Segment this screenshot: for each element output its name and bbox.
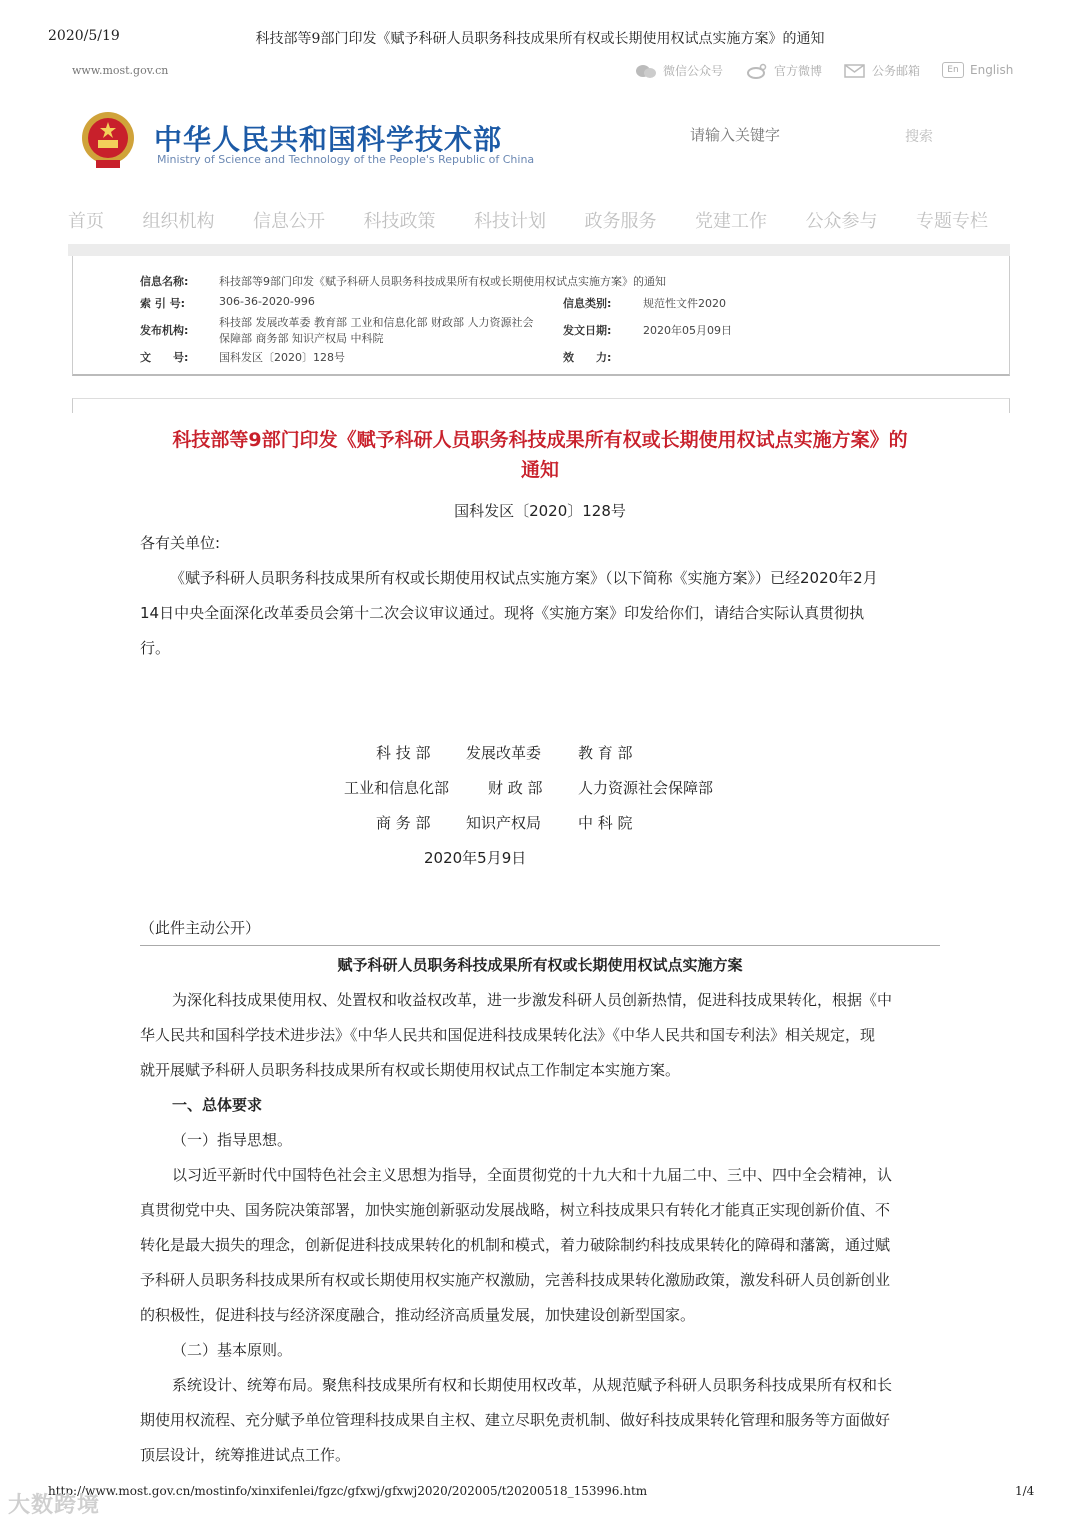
section-divider (140, 945, 940, 946)
site-url[interactable]: www.most.gov.cn (72, 64, 169, 77)
heading-guiding-ideology: （一）指导思想。 (172, 1131, 293, 1149)
nav-programs[interactable]: 科技计划 (474, 211, 546, 232)
search-button[interactable]: 搜索 (905, 129, 933, 145)
p3-line-1: 系统设计、统筹布局。聚焦科技成果所有权和长期使用权改革，从规范赋予科研人员职务科技成果所有权和长 (172, 1376, 893, 1394)
search-input[interactable] (690, 124, 890, 146)
signer: 中 科 院 (578, 814, 633, 832)
plan-paragraph-1 (140, 983, 960, 1088)
mail-icon (844, 63, 866, 79)
plan-p1-line-3: 就开展赋予科研人员职务科技成果所有权或长期使用权试点工作制定本实施方案。 (140, 1061, 681, 1079)
signer: 教 育 部 (578, 744, 633, 762)
p2-line-2: 真贯彻党中央、国务院决策部署，加快实施创新驱动发展战略，树立科技成果只有转化才能真正实现创新价值、不 (140, 1201, 891, 1219)
plan-paragraph-3 (140, 1368, 960, 1473)
info-index-value: 306-36-2020-996 (219, 295, 315, 308)
info-name-label: 信息名称: (140, 275, 189, 288)
salutation: 各有关单位: (140, 534, 221, 552)
ministry-logo-subtitle: Ministry of Science and Technology of the People's Republic of China (157, 153, 535, 166)
signer: 财 政 部 (488, 779, 543, 797)
info-issuer-value-1: 科技部 发展改革委 教育部 工业和信息化部 财政部 人力资源社会 (219, 316, 534, 329)
page-number: 1/4 (1015, 1484, 1035, 1498)
wechat-label: 微信公众号 (663, 64, 724, 78)
national-emblem-icon (80, 110, 136, 172)
nav-party[interactable]: 党建工作 (695, 211, 767, 232)
intro-line-1: 《赋予科研人员职务科技成果所有权或长期使用权试点实施方案》（以下简称《实施方案》）已经2020年2月 (170, 569, 878, 587)
info-issuer-label: 发布机构: (140, 324, 189, 337)
weibo-link[interactable] (746, 62, 822, 79)
p2-line-3: 转化是最大损失的理念，创新促进科技成果转化的机制和模式，着力破除制约科技成果转化的障碍和藩篱，通过赋 (140, 1236, 891, 1254)
nav-policy[interactable]: 科技政策 (363, 211, 436, 232)
nav-divider (68, 244, 1010, 256)
plan-paragraph-2 (140, 1158, 960, 1333)
p3-line-2: 期使用权流程、充分赋予单位管理科技成果自主权、建立尽职免责机制、做好科技成果转化管理和服务等方面做好 (140, 1411, 891, 1429)
watermark-logo: 大数跨境 (8, 1493, 101, 1518)
p2-line-5: 的积极性，促进科技与经济深度融合，推动经济高质量发展，加快建设创新型国家。 (140, 1306, 696, 1324)
info-docno-value: 国科发区〔2020〕128号 (219, 351, 345, 364)
info-date-value: 2020年05月09日 (643, 324, 732, 337)
document-number: 国科发区〔2020〕128号 (454, 502, 626, 520)
weibo-label: 官方微博 (774, 64, 823, 78)
ministry-logo-title[interactable]: 中华人民共和国科学技术部 (154, 123, 503, 156)
intro-line-3: 行。 (140, 639, 171, 657)
wechat-icon (635, 63, 657, 79)
nav-services[interactable]: 政务服务 (584, 211, 657, 232)
print-title: 科技部等9部门印发《赋予科研人员职务科技成果所有权或长期使用权试点实施方案》的通知 (255, 31, 825, 47)
mail-label: 公务邮箱 (872, 64, 921, 78)
english-icon: En (942, 62, 964, 78)
signer: 发展改革委 (466, 744, 542, 762)
signer: 知识产权局 (466, 814, 542, 832)
sign-date: 2020年5月9日 (424, 849, 527, 867)
info-issuer-value-2: 保障部 商务部 知识产权局 中科院 (219, 332, 384, 345)
plan-p1-line-2: 华人民共和国科学技术进步法》《中华人民共和国促进科技成果转化法》《中华人民共和国专利法》相关规定，现 (140, 1026, 876, 1044)
english-link[interactable] (942, 62, 1013, 78)
signer: 商 务 部 (376, 814, 431, 832)
print-date: 2020/5/19 (48, 28, 120, 44)
heading-basic-principles: （二）基本原则。 (172, 1341, 293, 1359)
info-category-label: 信息类别: (563, 297, 612, 310)
wechat-link[interactable] (635, 62, 723, 79)
nav-organization[interactable]: 组织机构 (142, 211, 215, 232)
heading-general-requirements: 一、总体要求 (172, 1096, 263, 1114)
info-index-label: 索 引 号: (140, 297, 186, 310)
info-docno-label: 文 号: (140, 351, 189, 364)
weibo-icon (746, 63, 768, 79)
nav-public[interactable]: 公众参与 (805, 211, 878, 232)
document-title (140, 425, 940, 485)
footer-url[interactable]: http://www.most.gov.cn/mostinfo/xinxifenlei/fgzc/gfxwj/gfxwj2020/202005/t20200518_153996.htm (48, 1484, 648, 1498)
intro-line-2: 14日中央全面深化改革委员会第十二次会议审议通过。现将《实施方案》印发给你们，请结合实际认真贯彻执 (140, 604, 865, 622)
info-name-value: 科技部等9部门印发《赋予科研人员职务科技成果所有权或长期使用权试点实施方案》的通知 (219, 275, 666, 288)
content-box-top (72, 398, 1010, 413)
document-title-line-2: 通知 (520, 459, 559, 481)
english-label: English (970, 63, 1014, 77)
info-category-value: 规范性文件2020 (643, 297, 726, 310)
p3-line-3: 顶层设计，统筹推进试点工作。 (140, 1446, 351, 1464)
plan-p1-line-1: 为深化科技成果使用权、处置权和收益权改革，进一步激发科研人员创新热情，促进科技成果转化，根据《中 (172, 991, 893, 1009)
nav-home[interactable]: 首页 (68, 211, 104, 232)
signer: 人力资源社会保障部 (578, 779, 714, 797)
signer: 工业和信息化部 (344, 779, 450, 797)
public-note: （此件主动公开） (140, 919, 261, 937)
info-date-label: 发文日期: (563, 324, 612, 337)
signer: 科 技 部 (376, 744, 431, 762)
intro-paragraph (140, 561, 960, 666)
nav-topics[interactable]: 专题专栏 (916, 211, 988, 232)
nav-info-disclosure[interactable]: 信息公开 (253, 211, 325, 232)
main-nav (68, 207, 988, 233)
p2-line-4: 予科研人员职务科技成果所有权或长期使用权实施产权激励，完善科技成果转化激励政策，激发科研人员创新创业 (140, 1271, 891, 1289)
info-validity-label: 效 力: (563, 351, 612, 364)
plan-title: 赋予科研人员职务科技成果所有权或长期使用权试点实施方案 (337, 956, 743, 974)
document-title-line-1: 科技部等9部门印发《赋予科研人员职务科技成果所有权或长期使用权试点实施方案》的 (172, 429, 908, 451)
p2-line-1: 以习近平新时代中国特色社会主义思想为指导，全面贯彻党的十九大和十九届二中、三中、四中全会精神，认 (172, 1166, 893, 1184)
mail-link[interactable] (844, 62, 920, 79)
